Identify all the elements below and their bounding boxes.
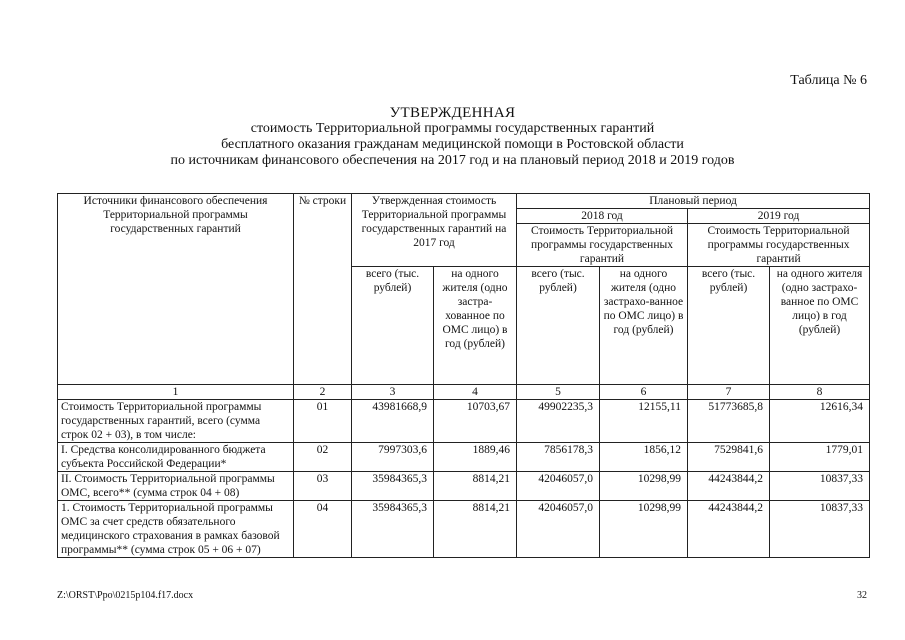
header-row-no: № строки [294,194,352,385]
file-path: Z:\ORST\Ppo\0215p104.f17.docx [57,590,194,601]
column-number: 1 [58,385,294,400]
cell-value: 35984365,3 [352,472,434,501]
title-line-2: стоимость Территориальной программы государственных гарантий [250,121,655,136]
cell-value: 7997303,6 [352,443,434,472]
cell-value: 7856178,3 [517,443,600,472]
document-title [0,105,905,169]
title-line-4: по источникам финансового обеспечения на 2017 год и на плановый период 2018 и 2019 годов [170,153,735,168]
column-number: 2 [294,385,352,400]
cell-value: 10837,33 [770,472,870,501]
header-cost-2019: Стоимость Территориальной программы государственных гарантий [688,224,870,267]
table-row [58,443,870,472]
cell-value: 10837,33 [770,501,870,558]
column-number: 3 [352,385,434,400]
cell-value: 10703,67 [434,400,517,443]
cell-value: 1889,46 [434,443,517,472]
cell-value: 44243844,2 [688,472,770,501]
column-number: 8 [770,385,870,400]
header-year-2018: 2018 год [517,209,688,224]
page-number: 32 [857,590,867,601]
row-name: 1. Стоимость Территориальной программы ОМС за счет средств обязательного медицинского страхования в рамках базовой программы** (сумма строк 05 + 06 + 07) [58,501,294,558]
header-per-resident-2019: на одного жителя (одно застрахо-ванное по ОМС лицо) в год (рублей) [770,267,870,385]
header-total-2018: всего (тыс. рублей) [517,267,600,385]
column-number: 7 [688,385,770,400]
header-planned: Плановый период [517,194,870,209]
cell-value: 51773685,8 [688,400,770,443]
title-line-3: бесплатного оказания гражданам медицинской помощи в Ростовской области [221,137,684,152]
cell-value: 7529841,6 [688,443,770,472]
cell-value: 8814,21 [434,501,517,558]
cell-value: 43981668,9 [352,400,434,443]
cell-value: 35984365,3 [352,501,434,558]
title-line-1: УТВЕРЖДЕННАЯ [389,105,516,121]
row-name: I. Средства консолидированного бюджета субъекта Российской Федерации* [58,443,294,472]
column-number: 5 [517,385,600,400]
row-no: 01 [294,400,352,443]
row-no: 04 [294,501,352,558]
table-row [58,400,870,443]
header-sources: Источники финансового обеспечения Территориальной программы государственных гарантий [58,194,294,385]
header-per-resident-2018: на одного жителя (одно застрахо-ванное по ОМС лицо) в год (рублей) [600,267,688,385]
cell-value: 10298,99 [600,472,688,501]
column-number-row [58,385,870,400]
cell-value: 12616,34 [770,400,870,443]
header-cost-2018: Стоимость Территориальной программы государственных гарантий [517,224,688,267]
header-total-2019: всего (тыс. рублей) [688,267,770,385]
cell-value: 49902235,3 [517,400,600,443]
header-approved: Утвержденная стоимость Территориальной программы государственных гарантий на 2017 год [352,194,517,267]
row-name: Стоимость Территориальной программы государственных гарантий, всего (сумма строк 02 + 03), в том числе: [58,400,294,443]
table-row [58,472,870,501]
header-row-1 [58,194,870,209]
cell-value: 42046057,0 [517,501,600,558]
cost-table [57,193,870,558]
column-number: 4 [434,385,517,400]
table-label: Таблица № 6 [790,73,867,88]
cell-value: 12155,11 [600,400,688,443]
row-name: II. Стоимость Территориальной программы ОМС, всего** (сумма строк 04 + 08) [58,472,294,501]
header-per-resident-2017: на одного жителя (одно застра-хованное по ОМС лицо) в год (рублей) [434,267,517,385]
cell-value: 1779,01 [770,443,870,472]
cell-value: 44243844,2 [688,501,770,558]
header-total-2017: всего (тыс. рублей) [352,267,434,385]
cell-value: 10298,99 [600,501,688,558]
cell-value: 1856,12 [600,443,688,472]
header-year-2019: 2019 год [688,209,870,224]
row-no: 03 [294,472,352,501]
table-row [58,501,870,558]
column-number: 6 [600,385,688,400]
cell-value: 8814,21 [434,472,517,501]
cell-value: 42046057,0 [517,472,600,501]
row-no: 02 [294,443,352,472]
